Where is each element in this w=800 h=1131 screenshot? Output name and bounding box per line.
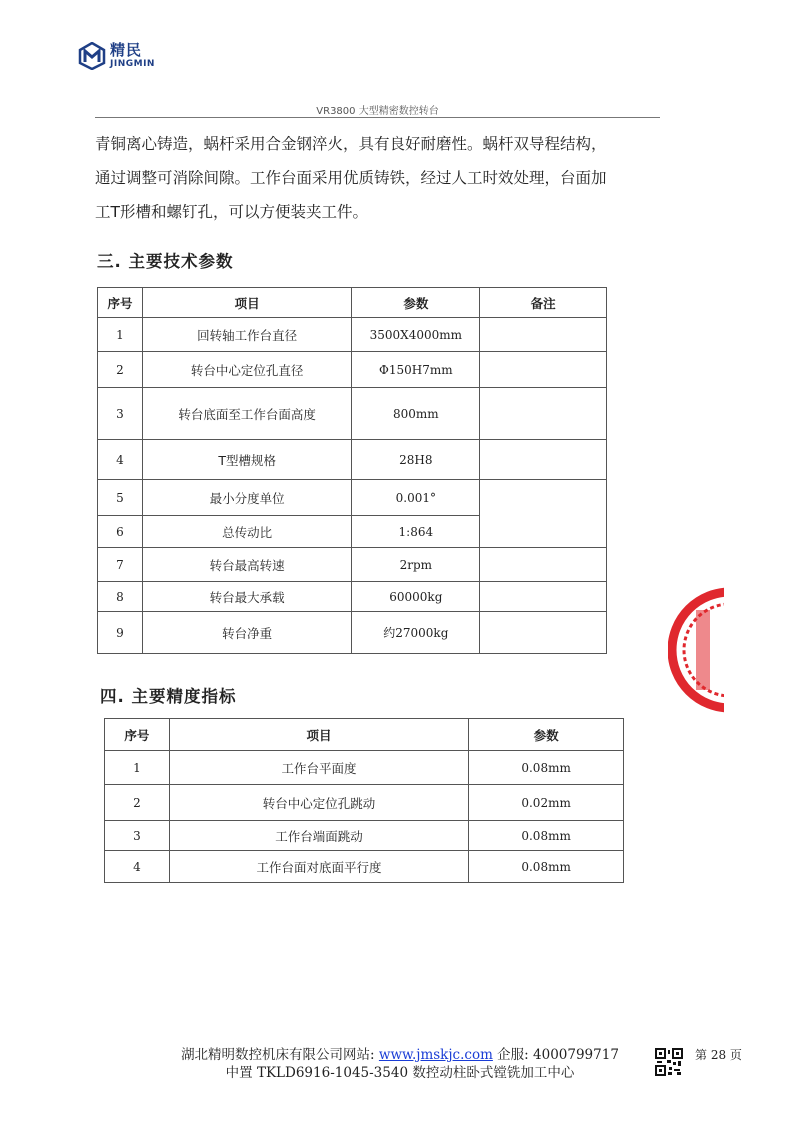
table-row xyxy=(98,388,607,440)
row-item: 转台中心定位孔跳动 xyxy=(169,785,468,821)
row-value: 0.02mm xyxy=(469,785,624,821)
row-item: 转台最大承载 xyxy=(142,582,351,612)
footer-line-2: 中置 TKLD6916-1045-3540 数控动柱卧式镗铣加工中心 xyxy=(225,1065,575,1081)
row-value: 约27000kg xyxy=(352,612,480,654)
row-value: 0.08mm xyxy=(469,751,624,785)
header-cell: 项目 xyxy=(169,719,468,751)
row-index: 4 xyxy=(105,851,170,883)
table-row xyxy=(98,352,607,388)
table-row xyxy=(105,751,624,785)
page-number: 第 28 页 xyxy=(695,1048,742,1062)
row-index: 7 xyxy=(98,548,143,582)
row-index: 3 xyxy=(105,821,170,851)
row-value: 28H8 xyxy=(352,440,480,480)
row-remark xyxy=(480,582,607,612)
header-divider xyxy=(95,117,660,118)
red-seal-stamp-icon xyxy=(668,580,728,720)
intro-line: 通过调整可消除间隙。工作台面采用优质铸铁，经过人工时效处理，台面加 xyxy=(95,169,607,187)
table-row xyxy=(105,821,624,851)
logo-english-name: JINGMIN xyxy=(110,59,155,69)
row-index: 8 xyxy=(98,582,143,612)
table-row xyxy=(98,318,607,352)
footer-hotline: 企服: 4000799717 xyxy=(492,1047,619,1063)
document-header: VR3800 大型精密数控转台 xyxy=(316,106,439,117)
row-remark xyxy=(480,318,607,352)
row-remark xyxy=(480,352,607,388)
row-remark xyxy=(480,612,607,654)
intro-line: 青铜离心铸造，蜗杆采用合金钢淬火，具有良好耐磨性。蜗杆双导程结构， xyxy=(95,135,607,153)
intro-paragraph xyxy=(95,127,675,229)
row-item: 回转轴工作台直径 xyxy=(142,318,351,352)
row-index: 4 xyxy=(98,440,143,480)
row-index: 2 xyxy=(98,352,143,388)
row-value: 2rpm xyxy=(352,548,480,582)
row-index: 9 xyxy=(98,612,143,654)
row-remark xyxy=(480,548,607,582)
row-value: 1:864 xyxy=(352,516,480,548)
company-logo xyxy=(78,42,155,70)
row-index: 3 xyxy=(98,388,143,440)
header-cell: 参数 xyxy=(469,719,624,751)
website-link[interactable]: www.jmskjc.com xyxy=(378,1047,493,1063)
header-cell: 参数 xyxy=(352,288,480,318)
table-row xyxy=(98,548,607,582)
table-row xyxy=(98,480,607,516)
row-value: 3500X4000mm xyxy=(352,318,480,352)
table-header-row xyxy=(105,719,624,751)
row-index: 1 xyxy=(105,751,170,785)
row-item: 转台底面至工作台面高度 xyxy=(142,388,351,440)
header-cell: 序号 xyxy=(105,719,170,751)
row-remark xyxy=(480,480,607,548)
table-row xyxy=(98,612,607,654)
row-value: 60000kg xyxy=(352,582,480,612)
row-item: 总传动比 xyxy=(142,516,351,548)
row-item: 转台最高转速 xyxy=(142,548,351,582)
row-item: 工作台平面度 xyxy=(169,751,468,785)
row-value: Φ150H7mm xyxy=(352,352,480,388)
row-item: 转台净重 xyxy=(142,612,351,654)
table-header-row xyxy=(98,288,607,318)
row-index: 2 xyxy=(105,785,170,821)
row-item: 工作台端面跳动 xyxy=(169,821,468,851)
row-item: T型槽规格 xyxy=(142,440,351,480)
row-value: 0.08mm xyxy=(469,851,624,883)
table-row xyxy=(105,851,624,883)
table-row xyxy=(98,440,607,480)
row-value: 0.08mm xyxy=(469,821,624,851)
table-row xyxy=(105,785,624,821)
precision-table xyxy=(104,718,624,883)
footer-company: 湖北精明数控机床有限公司网站: xyxy=(181,1047,379,1063)
table-row xyxy=(98,582,607,612)
section-title-tech-params: 三. 主要技术参数 xyxy=(97,252,234,271)
row-item: 工作台面对底面平行度 xyxy=(169,851,468,883)
intro-line: 工T形槽和螺钉孔，可以方便装夹工件。 xyxy=(95,203,368,221)
tech-params-table xyxy=(97,287,607,654)
jingmin-logo-icon xyxy=(78,42,106,70)
header-cell: 序号 xyxy=(98,288,143,318)
logo-chinese-name: 精民 xyxy=(110,41,143,59)
section-title-precision: 四. 主要精度指标 xyxy=(100,687,237,706)
header-cell: 备注 xyxy=(480,288,607,318)
header-cell: 项目 xyxy=(142,288,351,318)
row-index: 1 xyxy=(98,318,143,352)
row-index: 6 xyxy=(98,516,143,548)
qr-code-icon xyxy=(655,1048,683,1076)
row-value: 800mm xyxy=(352,388,480,440)
row-remark xyxy=(480,388,607,440)
row-item: 转台中心定位孔直径 xyxy=(142,352,351,388)
row-index: 5 xyxy=(98,480,143,516)
row-item: 最小分度单位 xyxy=(142,480,351,516)
row-value: 0.001° xyxy=(352,480,480,516)
row-remark xyxy=(480,440,607,480)
